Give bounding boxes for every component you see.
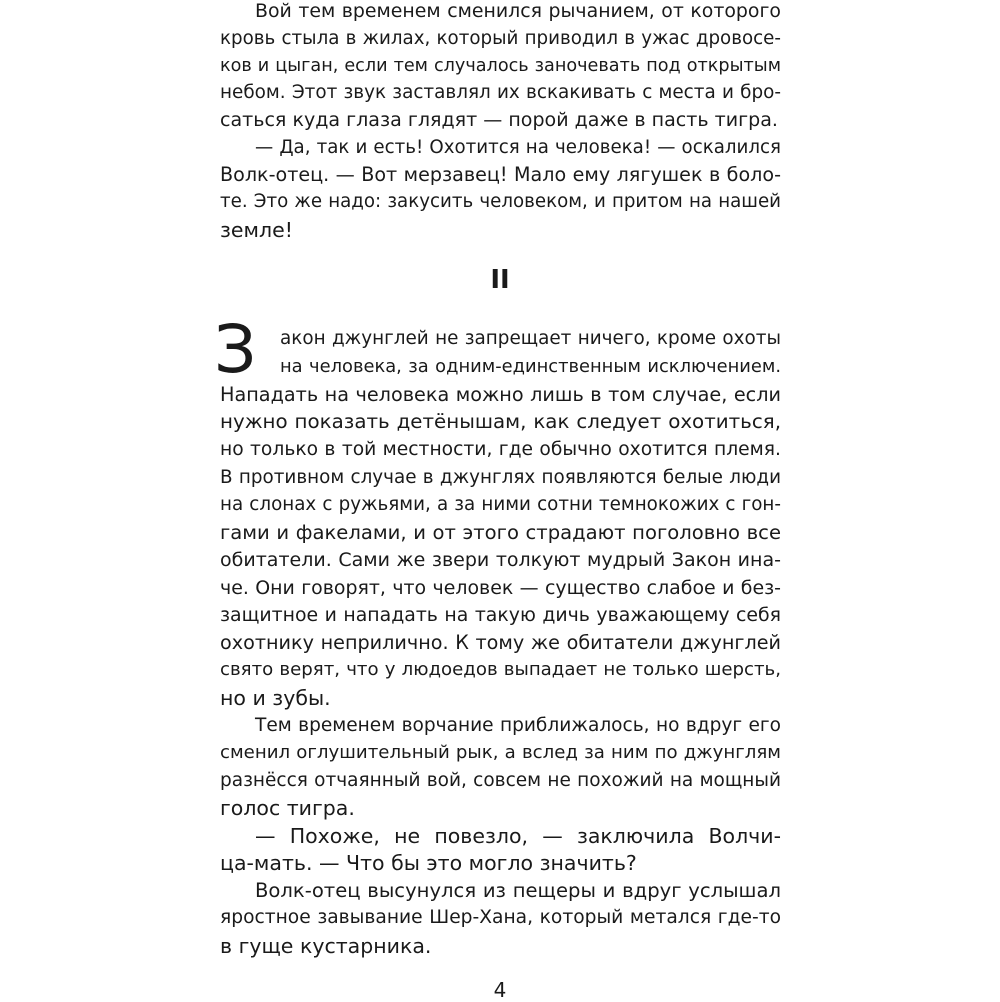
text-line: Нападать на человека можно лишь в том случае, если bbox=[220, 383, 781, 406]
text-line: — Да, так и есть! Охотится на человека! — оскалился bbox=[255, 137, 781, 158]
text-line: земле! bbox=[220, 218, 293, 242]
text-line: защитное и нападать на такую дичь уважающему себя bbox=[220, 604, 781, 626]
drop-cap: З bbox=[214, 311, 257, 388]
text-line: гами и факелами, и от этого страдают поголовно все bbox=[220, 521, 781, 544]
text-line: свято верят, что у людоедов выпадает не только шерсть, bbox=[220, 659, 781, 680]
text-line: — Похоже, не повезло, — заключила Волчи- bbox=[255, 824, 781, 848]
text-line: сменил оглушительный рык, а вслед за ним по джунглям bbox=[220, 742, 781, 763]
text-line: Вой тем временем сменился рычанием, от которого bbox=[255, 0, 781, 22]
text-line: но и зубы. bbox=[220, 686, 331, 710]
text-line: че. Они говорят, что человек — существо слабое и без- bbox=[220, 577, 781, 599]
text-line: яростное завывание Шер-Хана, который метался где-то bbox=[220, 907, 781, 928]
text-line: нужно показать детёнышам, как следует охотиться, bbox=[220, 410, 781, 433]
text-line: на слонах с ружьями, а за ними сотни темнокожих с гон- bbox=[220, 494, 781, 515]
text-line: небом. Этот звук заставлял их вскакивать с места и бро- bbox=[220, 82, 781, 103]
text-line: охотнику неприлично. К тому же обитатели джунглей bbox=[220, 631, 781, 654]
page-number: 4 bbox=[493, 978, 507, 1002]
chapter-heading: II bbox=[490, 265, 510, 295]
text-line: акон джунглей не запрещает ничего, кроме охоты bbox=[280, 328, 781, 349]
text-line: кровь стыла в жилах, который приводил в ужас дровосе- bbox=[220, 28, 781, 49]
text-line: Тем временем ворчание приближалось, но вдруг его bbox=[255, 715, 781, 736]
text-line: разнёсся отчаянный вой, совсем не похожий на мощный bbox=[220, 770, 781, 791]
text-line: в гуще кустарника. bbox=[220, 934, 432, 958]
text-line: ков и цыган, если тем случалось заночевать под открытым bbox=[220, 56, 781, 76]
text-line: ца-мать. — Что бы это могло значить? bbox=[220, 851, 637, 875]
text-line: но только в той местности, где обычно охотится племя. bbox=[220, 439, 781, 460]
text-line: голос тигра. bbox=[220, 796, 355, 820]
text-line: Волк-отец высунулся из пещеры и вдруг услышал bbox=[255, 879, 781, 902]
text-line: на человека, за одним-единственным исключением. bbox=[280, 356, 781, 377]
text-line: саться куда глаза глядят — порой даже в пасть тигра. bbox=[220, 109, 778, 131]
text-line: В противном случае в джунглях появляются белые люди bbox=[220, 467, 781, 488]
text-line: те. Это же надо: закусить человеком, и притом на нашей bbox=[220, 191, 781, 212]
text-line: обитатели. Сами же звери толкуют мудрый Закон ина- bbox=[220, 549, 781, 571]
text-line: Волк-отец. — Вот мерзавец! Мало ему лягушек в боло- bbox=[220, 163, 781, 186]
